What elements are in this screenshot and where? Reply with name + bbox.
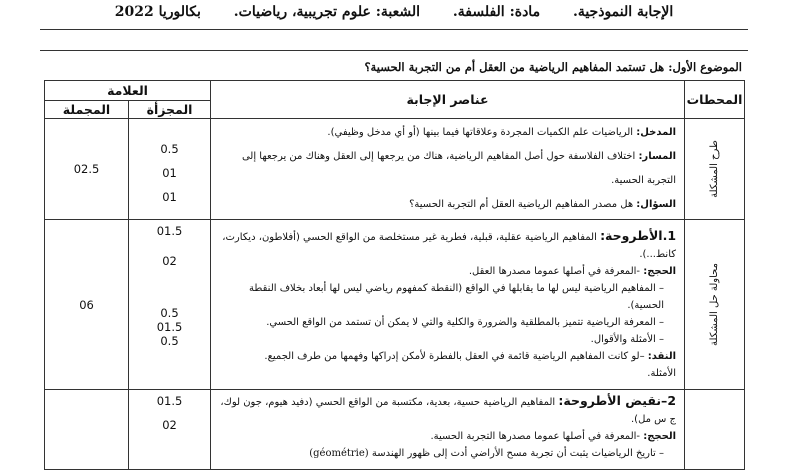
argument-line: – الأمثلة والأقوال. — [590, 334, 665, 345]
mark-value: 01.5 — [156, 320, 183, 334]
mark-value: 02 — [162, 418, 177, 432]
content-line: النقد: –لو كانت المفاهيم الرياضية قائمة في العقل بالفطرة لأمكن إدراكها وفهمها من طرف الجميع. — [264, 351, 677, 362]
header-rule-bottom — [40, 50, 748, 51]
stage-label: محاولة حل المشكلة — [709, 263, 721, 346]
content-line: المدخل: الرياضيات علم الكميات المجردة وعلاقاتها فيما بينها (أو أي مدخل وظيفي). — [327, 127, 677, 138]
mark-value: 01.5 — [156, 394, 183, 408]
mark-value: 01 — [162, 166, 177, 180]
argument-line: – المعرفة الرياضية تتميز بالمطلقية والضرورة والكلية والتي لا يمكن أن تستمد من الواقع الحسي. — [266, 317, 665, 328]
subject-label: مادة: الفلسفة. — [452, 4, 541, 20]
total-mark-header: المجملة — [45, 101, 129, 119]
content-line: الأمثلة. — [647, 368, 677, 379]
partial-marks-cell — [129, 390, 211, 470]
mark-value: 0.5 — [160, 334, 179, 348]
total-mark-cell: 02.5 — [45, 119, 129, 220]
stage-cell — [685, 220, 745, 390]
exam-header — [0, 4, 788, 26]
mark-value: 01.5 — [156, 224, 183, 238]
table-row — [45, 390, 745, 470]
answer-key-title: الإجابة النموذجية. — [572, 4, 674, 20]
argument-line: – تاريخ الرياضيات يثبت أن تجربة مسح الأراضي أدت إلى ظهور الهندسة (géométrie) — [309, 448, 665, 459]
mark-value: 01 — [162, 190, 177, 204]
total-mark-cell: 06 — [45, 220, 129, 390]
topic-question: الموضوع الأول: هل تستمد المفاهيم الرياضية من العقل أم من التجربة الحسية؟ — [364, 60, 742, 74]
exam-label: بكالوريا 2022 — [114, 4, 201, 20]
content-cell — [211, 119, 685, 220]
branch-label: الشعبة: علوم تجريبية، رياضيات. — [233, 4, 420, 20]
stage-label: طرح المشكلة — [709, 140, 721, 198]
total-mark-cell — [45, 390, 129, 470]
content-cell — [211, 390, 685, 470]
answer-table — [44, 80, 745, 470]
table-row — [45, 119, 745, 220]
content-line: الحجج: -المعرفة في أصلها عموما مصدرها العقل. — [468, 266, 677, 277]
content-line: 2–نقيض الأطروحة: المفاهيم الرياضية حسية، بعدية، مكتسبة من الواقع الحسي (دفيد هيوم، جون لوك، ج س مل). — [220, 393, 677, 425]
stages-header: المحطات — [685, 81, 745, 119]
content-line: الحجج: -المعرفة في أصلها عموما مصدرها التجربة الحسية. — [430, 431, 677, 442]
content-cell — [211, 220, 685, 390]
partial-mark-header: المجزأة — [129, 101, 211, 119]
stage-cell — [685, 390, 745, 470]
table-row — [45, 220, 745, 390]
partial-marks-cell — [129, 220, 211, 390]
argument-line: – المفاهيم الرياضية ليس لها ما يقابلها في الواقع (النقطة كمفهوم رياضي ليس لها أبعاد بخلاف النقطة الحسية). — [249, 283, 665, 311]
header-rule-top — [40, 29, 748, 30]
mark-value: 0.5 — [160, 142, 179, 156]
answer-elements-header: عناصر الإجابة — [211, 81, 685, 119]
mark-value: 02 — [162, 254, 177, 268]
stage-cell — [685, 119, 745, 220]
content-line: السؤال: هل مصدر المفاهيم الرياضية العقل أم التجربة الحسية؟ — [409, 199, 677, 210]
mark-header: العلامة — [45, 81, 211, 101]
content-line: 1.الأطروحة: المفاهيم الرياضية عقلية، قبلية، فطرية غير مستخلصة من الواقع الحسي (أفلاطون، ديكارت، كانط...). — [222, 228, 677, 260]
partial-marks-cell — [129, 119, 211, 220]
mark-value: 0.5 — [160, 306, 179, 320]
content-line: المسار: اختلاف الفلاسفة حول أصل المفاهيم الرياضية، هناك من يرجعها إلى العقل وهناك من يرجعها إلى التجربة الحسية. — [241, 151, 677, 186]
